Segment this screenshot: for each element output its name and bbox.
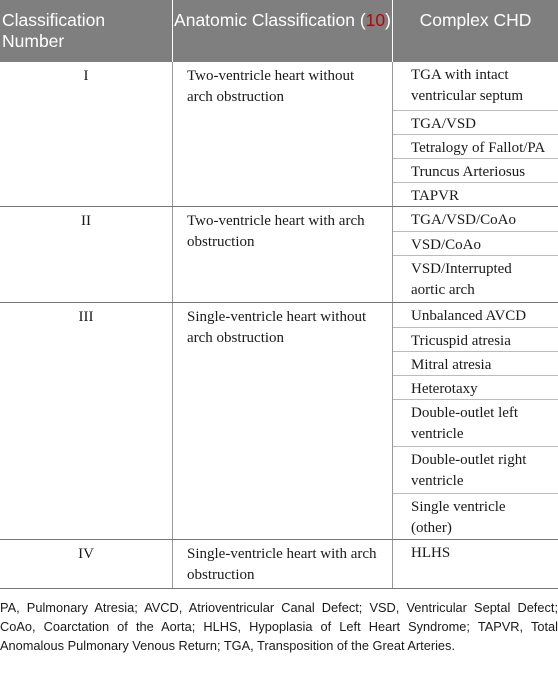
anatomic-classification: Two-ventricle heart without arch obstruction — [187, 68, 355, 105]
chd-cell: Double-outlet left ventricle — [393, 399, 558, 446]
anatomic-classification: Two-ventricle heart with arch obstruction — [187, 213, 365, 250]
header-anatomic-text: Anatomic Classification ( — [174, 10, 366, 30]
table-row-group — [0, 303, 558, 540]
header-classification-number: Classification Number — [2, 10, 106, 51]
anatomic-classification: Single-ventricle heart without arch obstruction — [187, 309, 367, 346]
complex-chd-list — [393, 62, 558, 207]
complex-chd-list — [393, 207, 558, 303]
chd-cell: TGA/VSD — [393, 110, 558, 134]
complex-chd-list — [393, 540, 558, 588]
table-row-group — [0, 540, 558, 589]
classification-number: II — [81, 213, 91, 229]
column-divider — [172, 303, 173, 540]
chd-cell: TAPVR — [393, 182, 558, 207]
chd-cell: VSD/CoAo — [393, 231, 558, 255]
table-row-group — [0, 207, 558, 303]
header-anatomic-close: ) — [385, 10, 391, 30]
row-divider — [0, 588, 558, 589]
column-divider — [172, 207, 173, 303]
chd-cell: Truncus Arteriosus — [393, 158, 558, 182]
chd-cell: Tricuspid atresia — [393, 327, 558, 351]
classification-number: I — [83, 68, 89, 84]
classification-number: III — [78, 309, 94, 325]
column-divider — [172, 540, 173, 589]
chd-cell: Double-outlet right ventricle — [393, 446, 558, 493]
chd-cell: Single ventricle (other) — [393, 493, 558, 540]
table-footnote: PA, Pulmonary Atresia; AVCD, Atrioventricular Canal Defect; VSD, Ventricular Septal Defect; CoAo, Coarctation of the Aorta; HLHS, Hypoplasia of Left Heart Syndrome; TAPVR, Total Anomalous Pulmonary Venous Return; TGA, Transposition of the Great Arteries. — [0, 600, 558, 653]
chd-cell: Heterotaxy — [393, 375, 558, 399]
complex-chd-list — [393, 303, 558, 540]
chd-cell: Tetralogy of Fallot/PA — [393, 134, 558, 158]
column-divider — [172, 62, 173, 207]
classification-number: IV — [78, 546, 94, 562]
chd-cell: Unbalanced AVCD — [411, 308, 527, 324]
chd-cell: Mitral atresia — [393, 351, 558, 375]
table-header — [0, 0, 558, 62]
header-complex-chd: Complex CHD — [419, 10, 532, 30]
anatomic-classification: Single-ventricle heart with arch obstruction — [187, 546, 377, 583]
chd-cell: HLHS — [411, 545, 451, 561]
table-row-group — [0, 62, 558, 207]
chd-cell: VSD/Interrupted aortic arch — [393, 255, 558, 303]
header-anatomic-classification — [172, 10, 393, 31]
chd-cell: TGA/VSD/CoAo — [411, 212, 517, 228]
chd-cell: TGA with intact ventricular septum — [411, 67, 524, 104]
header-reference-link[interactable]: 10 — [365, 10, 386, 30]
